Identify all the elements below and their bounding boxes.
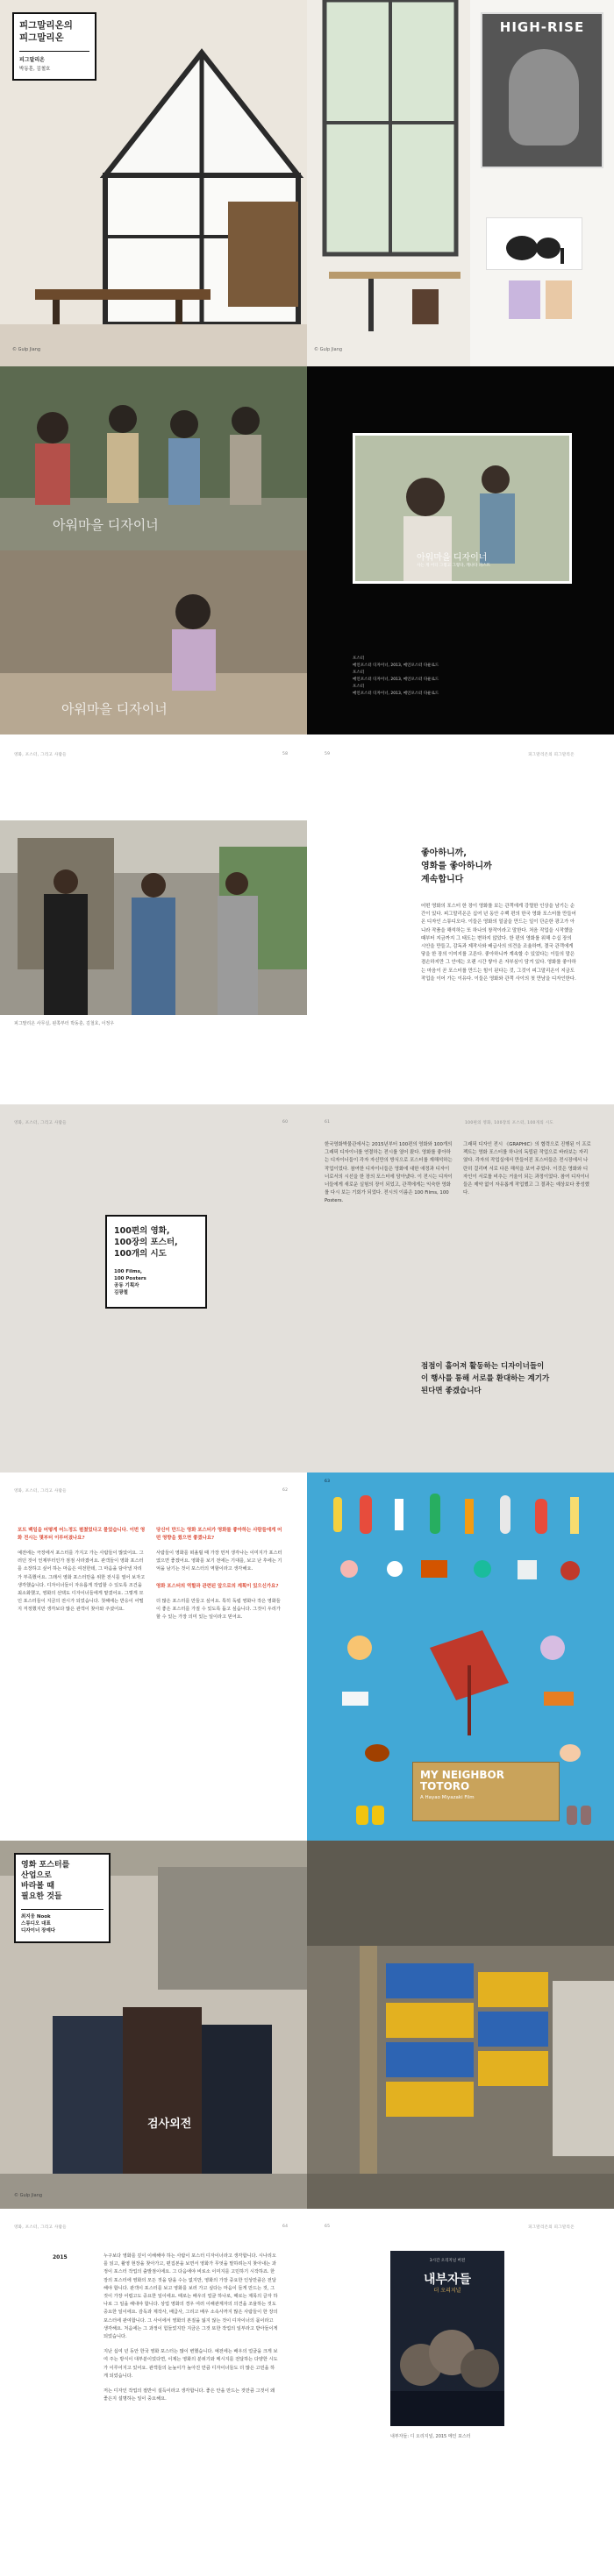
credit-line: 포스터 <box>353 671 365 675</box>
window-illustration <box>307 0 470 366</box>
page-61 <box>307 1104 614 1473</box>
spread-interview-1 <box>0 734 614 1104</box>
running-head-left: 영화, 포스터, 그리고 사람들 <box>14 1489 67 1494</box>
interview-paragraph: 누구보다 영화를 깊이 이해해야 하는 사람이 포스터 디자이너라고 생각합니다. 시나리오를 읽고, 촬영 현장을 찾아가고, 편집본을 보면서 영화가 무엇을 말하려는지 찾아내는 과정이 포스터 작업의 출발점이에요. 그 다음에야 비로소 이미지를 고민하기 시작하죠. 한 장의 포스터에 영화의 모든 것을 담을 수는 없지만, 영화의 가장 중요한 인상만큼은 전달해야 합니다. 관객이 포스터를 보고 영화를 보러 가고 싶다는 마음이 들게 만드는 것, 그것이 가장 어렵고도 중요한 일이에요. 때로는 배우의 얼굴 하나로, 때로는 제목의 글자 하나로 그 일을 해내야 합니다. 상업 영화의 경우 여러 이해관계자의 의견을 조율하는 것도 중요한 일이에요. 감독과 제작사, 배급사, 그리고 배우 소속사까지 많은 사람들이 한 장의 포스터에 관여합니다. 그 사이에서 영화의 본질을 잃지 않는 것이 디자이너의 몫이라고 생각해요. 처음에는 그 과정이 힘들었지만 지금은 그것 또한 작업의 일부라고 받아들이게 되었습니다. <box>104 2253 278 2340</box>
question-3: 영화 포스터의 역할과 관련된 앞으로의 계획이 있으신가요? <box>156 1583 279 1589</box>
page-industry-left <box>0 1841 307 2209</box>
team-office-photo <box>0 820 307 1015</box>
high-rise-poster-title: HIGH-RISE <box>499 19 585 35</box>
page-number-60: 60 <box>282 1120 289 1125</box>
article-people: 박동훈, 김철호 <box>19 67 51 72</box>
interview-paragraph: 지난 십여 년 동안 한국 영화 포스터는 많이 변했습니다. 예전에는 배우의 얼굴을 크게 보여 주는 방식이 대부분이었다면, 이제는 영화의 분위기와 메시지를 전달하는 다양한 시도가 이루어지고 있어요. 관객들의 눈높이가 높아진 만큼 디자이너들도 더 많은 고민을 하게 되었습니다. <box>104 2349 278 2379</box>
question-2: 당신이 만드는 영화 포스터가 영화를 좋아하는 사람들에게 어떤 영향을 줬으면 좋겠나요? <box>156 1528 282 1541</box>
spread-totoro <box>0 1473 614 1841</box>
page-posters-left <box>0 366 307 734</box>
framed-poster-title: 아워마을 디자이너 <box>417 553 488 563</box>
answer-2: 사람들이 영화를 떠올릴 때 가장 먼저 생각나는 이미지가 포스터였으면 좋겠어요. 영화를 보기 전에는 기대를, 보고 난 후에는 기억을 남기는 것이 포스터의 역할이라고 생각해요. <box>156 1551 282 1572</box>
brown-slipper <box>567 1806 577 1825</box>
poster-caption: 내부자들: 디 오리지널, 2015 메인 포스터 <box>390 2434 471 2439</box>
page-62 <box>0 1473 307 1841</box>
feature-title: 영화 포스터를 산업으로 바라볼 때 필요한 것들 <box>21 1861 70 1901</box>
poster-tagline: 3시간 오리지널 버전 <box>429 2259 466 2263</box>
running-head-right: 피그말리온의 피그말리온 <box>528 2225 575 2230</box>
answer-3: 더 많은 포스터를 만들고 싶어요. 특히 독립 영화나 작은 영화들이 좋은 포스터를 가질 수 있도록 돕고 싶습니다. 그것이 우리가 할 수 있는 가장 의미 있는 일이라고 믿어요. <box>156 1598 281 1621</box>
credit-line: 포스터 <box>353 685 365 689</box>
poster1-title: 아워마을 디자이너 <box>53 517 159 533</box>
running-head-left: 영화, 포스터, 그리고 사람들 <box>14 2225 67 2230</box>
poster-credits <box>353 656 439 698</box>
inside-men-poster <box>390 2251 504 2426</box>
page-63-totoro-poster <box>307 1473 614 1841</box>
intro-text-col1: 한국영화박물관에서는 2015년부터 100편의 영화와 100개의 그래픽 디자이너를 연결하는 전시를 열어 왔다. 영화를 좋아하는 디자이너들이 각자 자신만의 방식으로 포스터를 재해석하는 작업이었다. 참여한 디자이너들은 영화에 대한 애정과 디자이너로서의 시선을 한 장의 포스터에 담아냈다. 이 전시는 디자이너들에게 새로운 실험의 장이 되었고, 관객에게는 익숙한 영화를 다시 보는 기회가 되었다. 전시의 이름은 100 Films, 100 Posters. <box>325 1142 453 1204</box>
totoro-subtitle: A Hayao Miyazaki Film <box>420 1795 475 1800</box>
interview-col-2 <box>156 1527 284 1622</box>
page-59 <box>307 734 614 1104</box>
running-head-right: 피그말리온의 피그말리온 <box>528 753 575 757</box>
article-title: 피그말리온의 피그말리온 <box>19 20 73 43</box>
framed-poster-sub: 사는 게 어디 그렇고 그렇다, 캐나다 파스트 <box>417 564 490 568</box>
brown-slipper <box>581 1806 591 1825</box>
poster-face <box>509 49 579 145</box>
year-label: 2015 <box>53 2254 68 2260</box>
poster2-title: 아워마을 디자이너 <box>61 701 168 717</box>
spread-100-posters <box>0 1104 614 1473</box>
credit-line: 메인포스터 디자이너, 2013, 메인포스터 다운로드 <box>353 678 439 682</box>
photo-credit: © Gulp Jiang <box>12 347 41 352</box>
spread-industry <box>0 1841 614 2209</box>
feature-subtitle: 최지웅 Nook 스튜디오 대표 디자이너 장예다 <box>21 1909 104 1934</box>
feature-title-box <box>105 1215 207 1309</box>
section-body: 어떤 영화의 포스터 한 장이 영화를 보는 관객에게 강렬한 인상을 남기는 순간이 있다. 피그말리온은 십여 년 동안 수백 편의 한국 영화 포스터를 만들어 온 디자인 스튜디오다. 이들은 영화의 얼굴을 만드는 일이 단순한 광고가 아니라 작품을 해석하는 또 하나의 창작이라고 말한다. 처음 작업을 시작했을 때부터 지금까지 그 태도는 변하지 않았다. 한 편의 영화를 위해 수십 장의 시안을 만들고, 감독과 제작사와 배급사의 의견을 조율하며, 결국 관객에게 닿을 한 장의 이미지를 고른다. 좋아하니까 계속할 수 있었다는 이들의 말은 겸손하지만 그 안에는 오랜 시간 쌓아 온 자부심이 담겨 있다. 영화를 좋아하는 마음이 곧 포스터를 만드는 힘이 된다는 것, 그것이 피그말리온이 지금도 작업을 이어 가는 이유다. 이들은 영화와 관객 사이의 첫 만남을 디자인한다. <box>421 904 576 982</box>
pull-quote: 점점이 흩어져 활동하는 디자이너들이 이 행사를 통해 서로를 환대하는 계기가 된다면 좋겠습니다 <box>421 1362 550 1395</box>
poster-photo-single <box>0 550 307 734</box>
poster-wall-photo <box>470 0 614 366</box>
spread-opening <box>0 0 614 366</box>
framed-poster <box>353 433 572 584</box>
page-posters-right <box>307 366 614 734</box>
window-desk-photo <box>307 0 470 366</box>
totoro-title-box <box>412 1762 560 1821</box>
running-head-left: 영화, 포스터, 그리고 사람들 <box>14 1121 67 1125</box>
question-1: 포트 백일을 어떻게 어느정도 펼쳤었다고 물었습니다. 이번 영화 전시는 몇부터 이루어졌나요? <box>18 1528 146 1541</box>
poster-sub-title: 더 오리지널 <box>433 2288 461 2294</box>
photo-credit-right: © Gulp Jiang <box>314 347 343 352</box>
running-head-right: 100편의 영화, 100장의 포스터, 100개의 시도 <box>465 1121 553 1125</box>
spread-posters <box>0 366 614 734</box>
page-opening-left <box>0 0 307 366</box>
article-subject: 피그말리온 <box>19 51 89 63</box>
page-65 <box>307 2209 614 2576</box>
page-64 <box>0 2209 307 2576</box>
poster-photo-group <box>0 366 307 550</box>
spread-interview-2 <box>0 2209 614 2576</box>
feature-title: 100편의 영화, 100장의 포스터, 100개의 시도 <box>114 1226 178 1259</box>
page-number-59: 59 <box>325 752 331 756</box>
feature-subtitle: 100 Films, 100 Posters 공동 기획자 김광철 <box>114 1269 146 1295</box>
page-industry-right <box>307 1841 614 2209</box>
page-number-63: 63 <box>325 1480 331 1484</box>
poster-main-title: 내부자들 <box>423 2273 472 2287</box>
team-photo-caption: 피그말리온 사무실, 왼쪽부터 박동훈, 김철호, 이정우 <box>14 1021 115 1026</box>
totoro-title: MY NEIGHBOR TOTORO <box>420 1769 504 1792</box>
page-number-61: 61 <box>325 1120 331 1125</box>
page-number-58: 58 <box>282 752 289 756</box>
credit-line: 메인포스터 디자이너, 2013, 메인포스터 다운로드 <box>353 664 439 668</box>
interview-body <box>104 2253 279 2403</box>
small-print-purple <box>509 280 540 319</box>
article-title-box <box>12 12 96 81</box>
interview-paragraph: 저는 디자인 작업의 절반이 설득이라고 생각합니다. 좋은 안을 만드는 것만큼 그것이 왜 좋은지 설명하는 일이 중요해요. <box>104 2388 275 2402</box>
page-number-62: 62 <box>282 1488 289 1493</box>
feature-title-box <box>14 1853 111 1943</box>
answer-1: 예전에는 극장에서 포스터를 가지고 가는 사람들이 많았어요. 그러던 것이 언제부터인가 점점 사라졌어요. 관객들이 영화 포스터를 소장하고 싶어 하는 마음은 여전한데, 그 마음을 담아낼 자리가 부족했어요. 그래서 영화 포스터만을 위한 전시를 열어 보자고 생각했습니다. 디자이너들이 자유롭게 작업할 수 있도록 조건을 최소화했고, 영화의 선택도 디자이너들에게 맡겼어요. 그렇게 모인 포스터들이 지금의 전시가 되었습니다. 첫해에는 반응이 어떨지 걱정했지만 생각보다 많은 관객이 찾아와 주셨어요. <box>18 1551 146 1613</box>
page-60 <box>0 1104 307 1473</box>
page-opening-right <box>307 0 614 366</box>
photo-credit: © Gulp Jiang <box>14 2193 43 2198</box>
intro-text-col2: 그래픽 디자인 전시 《GRAPHIC》의 협력으로 진행된 이 프로젝트는 영화 포스터를 하나의 독립된 작업으로 바라보는 자리였다. 각자의 작업실에서 만들어진 포스터들은 전시장에서 나란히 걸리며 서로 다른 해석을 보여 주었다. 이것은 영화와 디자인이 서로를 비추는 거울이 되는 과정이었다. 참여 디자이너들은 제약 없이 자유롭게 작업했고 그 결과는 예상보다 풍성했다. <box>463 1142 591 1196</box>
high-rise-poster <box>481 12 603 168</box>
page-number-65: 65 <box>325 2225 331 2229</box>
yellow-slipper <box>372 1806 384 1825</box>
small-print-beige <box>546 280 572 319</box>
inside-men-poster-title: 검사외전 <box>147 2118 192 2131</box>
warehouse-photo <box>307 1841 614 2209</box>
yellow-slipper <box>356 1806 368 1825</box>
page-number-64: 64 <box>282 2225 289 2229</box>
elephant-print <box>486 217 582 270</box>
poster-faces <box>390 2303 504 2426</box>
interview-col-1 <box>18 1527 146 1614</box>
page-58 <box>0 734 307 1104</box>
credit-line: 포스터 <box>353 656 365 661</box>
credit-line: 메인포스터 디자이너, 2013, 메인포스터 다운로드 <box>353 692 439 696</box>
section-heading: 좋아하니까, 영화를 좋아하니까 계속합니다 <box>421 848 492 884</box>
running-head-left: 영화, 포스터, 그리고 사람들 <box>14 753 67 757</box>
